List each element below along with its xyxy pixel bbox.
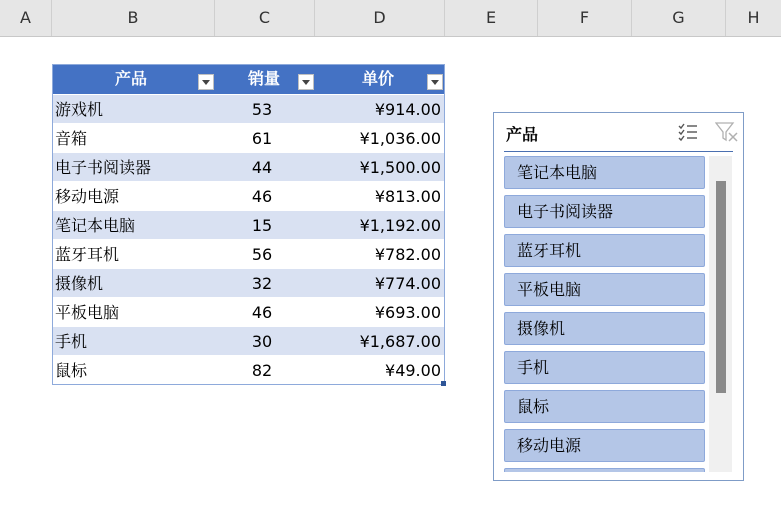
- column-header-a[interactable]: A: [0, 0, 52, 36]
- table-row[interactable]: [53, 181, 444, 210]
- clear-filter-icon[interactable]: [715, 121, 739, 143]
- header-product: [53, 65, 215, 94]
- cell-product[interactable]: 电子书阅读器: [55, 158, 152, 177]
- product-slicer[interactable]: [493, 112, 744, 481]
- table-row[interactable]: [53, 94, 444, 123]
- filter-dropdown-icon[interactable]: [427, 74, 443, 90]
- column-header-f[interactable]: F: [538, 0, 632, 36]
- header-qty-label: 销量: [248, 69, 281, 88]
- cell-qty[interactable]: 46: [251, 303, 273, 322]
- table-row[interactable]: [53, 268, 444, 297]
- column-header-b[interactable]: B: [52, 0, 215, 36]
- cell-price[interactable]: ¥693.00: [374, 303, 441, 322]
- cell-product[interactable]: 音箱: [55, 129, 88, 148]
- column-header-e[interactable]: E: [445, 0, 538, 36]
- cell-price[interactable]: ¥774.00: [374, 274, 441, 293]
- slicer-item[interactable]: 摄像机: [504, 312, 705, 345]
- table-resize-handle[interactable]: [441, 381, 446, 386]
- cell-product[interactable]: 手机: [55, 332, 88, 351]
- table-row[interactable]: [53, 210, 444, 239]
- slicer-item[interactable]: 平板电脑: [504, 273, 705, 306]
- cell-price[interactable]: ¥782.00: [374, 245, 441, 264]
- cell-qty[interactable]: 46: [251, 187, 273, 206]
- slicer-scrollbar-thumb[interactable]: [716, 181, 726, 393]
- cell-qty[interactable]: 53: [251, 100, 273, 119]
- slicer-item[interactable]: [504, 468, 705, 472]
- slicer-item[interactable]: 笔记本电脑: [504, 156, 705, 189]
- column-header-bar: [0, 0, 781, 37]
- cell-price[interactable]: ¥1,687.00: [359, 332, 441, 351]
- cell-price[interactable]: ¥1,036.00: [359, 129, 441, 148]
- table-row[interactable]: [53, 297, 444, 326]
- slicer-title: 产品: [506, 125, 539, 144]
- table-row[interactable]: [53, 123, 444, 152]
- column-header-c[interactable]: C: [215, 0, 315, 36]
- header-qty: [215, 65, 309, 94]
- table-row[interactable]: [53, 326, 444, 355]
- cell-product[interactable]: 鼠标: [55, 361, 88, 380]
- column-header-h[interactable]: H: [747, 8, 760, 27]
- cell-price[interactable]: ¥914.00: [374, 100, 441, 119]
- cell-qty[interactable]: 56: [251, 245, 273, 264]
- cell-qty[interactable]: 32: [251, 274, 273, 293]
- table-row[interactable]: [53, 355, 444, 384]
- cell-qty[interactable]: 61: [251, 129, 273, 148]
- multi-select-icon[interactable]: [677, 121, 699, 143]
- column-header-g[interactable]: G: [632, 0, 726, 36]
- cell-qty[interactable]: 30: [251, 332, 273, 351]
- slicer-item[interactable]: 电子书阅读器: [504, 195, 705, 228]
- product-table: [52, 64, 445, 385]
- slicer-item[interactable]: 手机: [504, 351, 705, 384]
- cell-product[interactable]: 平板电脑: [55, 303, 120, 322]
- cell-price[interactable]: ¥49.00: [385, 361, 441, 380]
- cell-product[interactable]: 笔记本电脑: [55, 216, 136, 235]
- cell-price[interactable]: ¥1,500.00: [359, 158, 441, 177]
- table-row[interactable]: [53, 239, 444, 268]
- slicer-item[interactable]: 移动电源: [504, 429, 705, 462]
- cell-qty[interactable]: 82: [251, 361, 273, 380]
- cell-qty[interactable]: 15: [251, 216, 273, 235]
- slicer-item[interactable]: 蓝牙耳机: [504, 234, 705, 267]
- column-header-d[interactable]: D: [315, 0, 445, 36]
- slicer-header: [504, 113, 733, 152]
- cell-product[interactable]: 移动电源: [55, 187, 120, 206]
- cell-price[interactable]: ¥813.00: [374, 187, 441, 206]
- header-product-label: 产品: [115, 69, 148, 88]
- cell-price[interactable]: ¥1,192.00: [359, 216, 441, 235]
- slicer-item-list: [504, 156, 705, 472]
- table-row[interactable]: [53, 152, 444, 181]
- cell-qty[interactable]: 44: [251, 158, 273, 177]
- cell-product[interactable]: 游戏机: [55, 100, 104, 119]
- slicer-item[interactable]: 鼠标: [504, 390, 705, 423]
- filter-dropdown-icon[interactable]: [198, 74, 214, 90]
- header-price: [309, 65, 444, 94]
- header-price-label: 单价: [362, 69, 395, 88]
- cell-product[interactable]: 摄像机: [55, 274, 104, 293]
- table-header-row: [53, 65, 444, 94]
- cell-product[interactable]: 蓝牙耳机: [55, 245, 120, 264]
